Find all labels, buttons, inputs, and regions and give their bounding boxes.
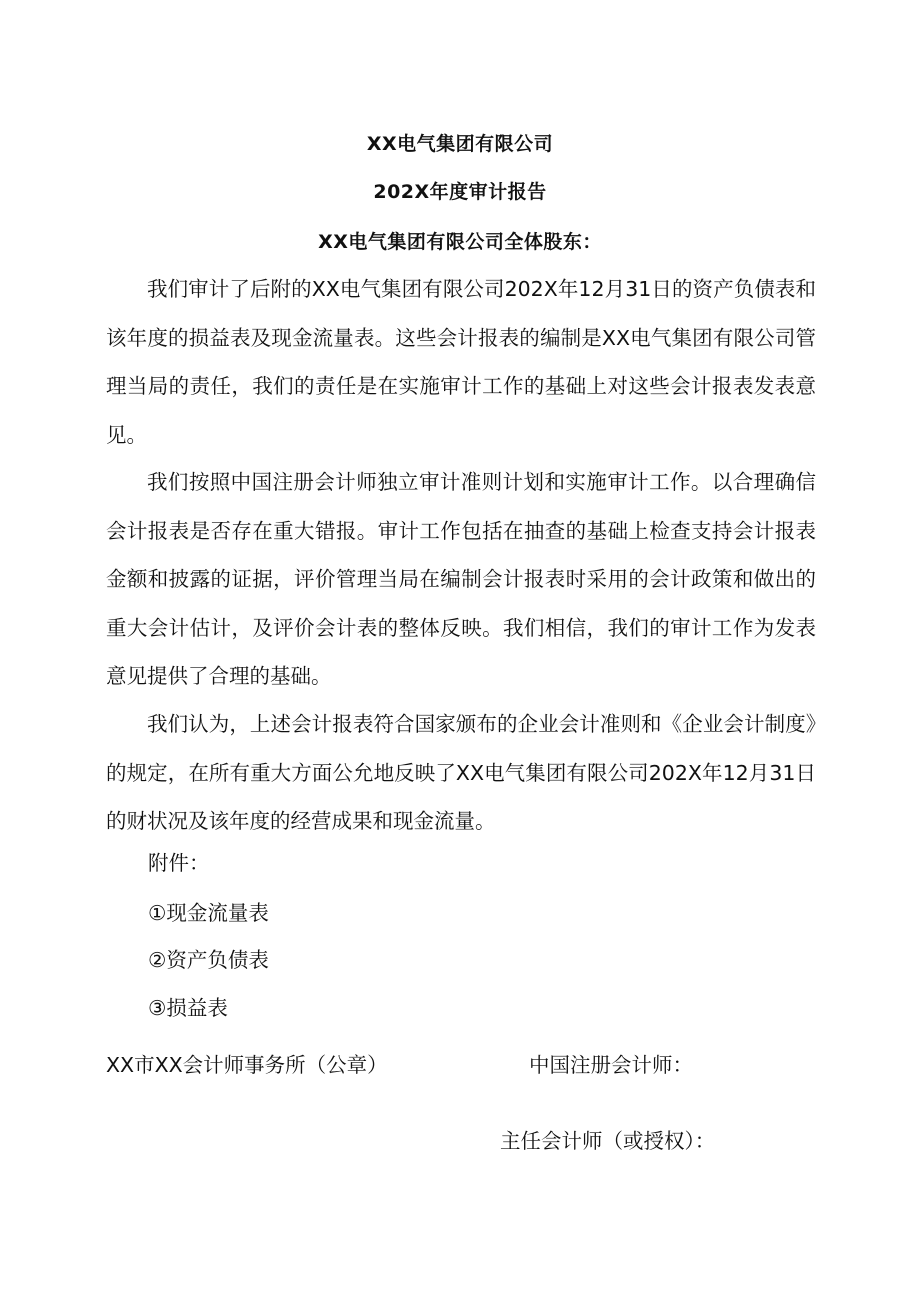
- report-title: 202X年度审计报告: [373, 181, 547, 203]
- addressee: XX电气集团有限公司全体股东：: [318, 231, 602, 253]
- paragraph-basis: 我们按照中国注册会计师独立审计准则计划和实施审计工作。以合理确信会计报表是否存在重大错报。审计工作包括在抽查的基础上检查支持会计报表金额和披露的证据，评价管理当局在编制会计报表时采用的会计政策和做出的重大会计估计，及评价会计表的整体反映。我们相信，我们的审计工作为发表意见提供了合理的基础。: [106, 470, 816, 688]
- paragraph-opinion: 我们认为，上述会计报表符合国家颁布的企业会计准则和《企业会计制度》的规定，在所有重大方面公允地反映了XX电气集团有限公司202X年12月31日的财状况及该年度的经营成果和现金流量。: [106, 712, 816, 833]
- attachments-label: 附件：: [148, 851, 210, 875]
- attachment-item: ③损益表: [148, 996, 228, 1020]
- attachment-item: ①现金流量表: [148, 901, 269, 925]
- firm-signature: XX市XX会计师事务所（公章）: [106, 1053, 388, 1077]
- attachment-item: ②资产负债表: [148, 948, 269, 972]
- cpa-signature: 中国注册会计师：: [529, 1053, 693, 1077]
- company-title: XX电气集团有限公司: [366, 133, 554, 155]
- chief-cpa-signature: 主任会计师（或授权）：: [500, 1129, 716, 1153]
- paragraph-scope: 我们审计了后附的XX电气集团有限公司202X年12月31日的资产负债表和该年度的损益表及现金流量表。这些会计报表的编制是XX电气集团有限公司管理当局的责任，我们的责任是在实施审计工作的基础上对这些会计报表发表意见。: [106, 277, 816, 447]
